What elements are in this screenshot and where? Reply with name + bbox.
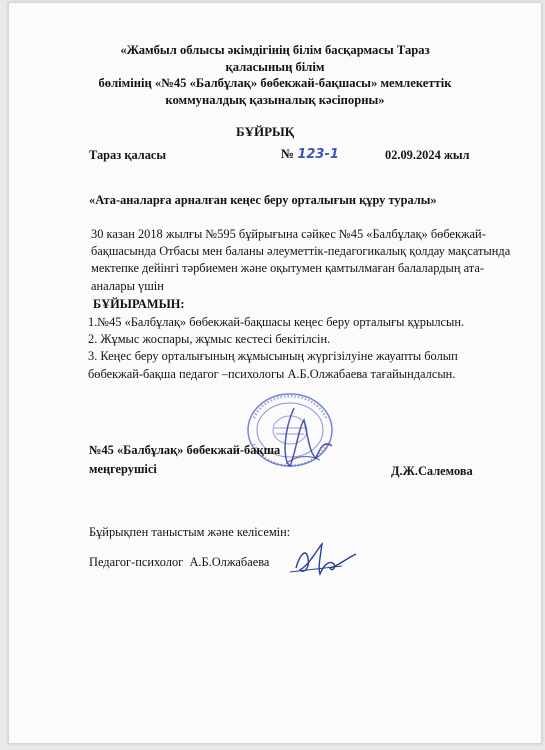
order-items [88, 314, 533, 383]
number-prefix: № [281, 146, 295, 161]
organization-header [95, 42, 455, 108]
preamble-line-1: 30 казан 2018 жылғы №595 бұйрығына сәйкес №45 «Балбұлақ» бөбекжай- [91, 227, 486, 241]
acknowledgement-heading: Бұйрықпен таныстым және келісемін: [89, 525, 291, 539]
header-line-1: «Жамбыл облысы әкімдігінің білім басқармасы Тараз қаласының білім [120, 43, 430, 74]
acknowledgement-name: А.Б.Олжабаева [189, 555, 270, 569]
document-page [8, 2, 542, 744]
order-item-1: 1.№45 «Балбұлақ» бөбекжай-бақшасы кеңес беру орталығы құрылсын. [88, 315, 465, 329]
document-type-title: БҰЙРЫҚ [236, 124, 295, 139]
acknowledgement-signer [89, 554, 269, 571]
document-subject: «Ата-аналарға арналған кеңес беру орталығын құру туралы» [89, 193, 437, 207]
preamble-line-4: аналары үшін [91, 278, 164, 293]
order-item-3-continued: бөбекжай-бақша педагог –психологы А.Б.Олжабаева тағайындалсын. [88, 366, 456, 381]
signature-name: Д.Ж.Салемова [391, 464, 473, 478]
signature-role-line: меңгерушісі [89, 462, 157, 476]
order-item-2: 2. Жұмыс жоспары, жұмыс кестесі бекітілсін. [88, 332, 331, 347]
document-city: Тараз қаласы [89, 148, 167, 162]
order-word: БҰЙЫРАМЫН: [93, 297, 185, 311]
preamble-line-3: мектепке дейінгі тәрбиемен және оқытумен қамтылмаған балалардың ата- [91, 261, 484, 276]
handwritten-number: 123-1 [297, 147, 339, 162]
document-date: 02.09.2024 жыл [385, 148, 470, 162]
preamble-line-2: бақшасында Отбасы мен баланы әлеуметтік-педагогикалық қолдау мақсатында [91, 244, 511, 259]
header-line-2: бөлімінің «№45 «Балбұлақ» бөбекжай-бақшасы» мемлекеттік [98, 76, 452, 90]
document-number [281, 146, 339, 162]
round-stamp-icon [224, 390, 354, 490]
signature-org-line: №45 «Балбұлақ» бөбекжай-бақша [89, 443, 281, 457]
acknowledgement-role: Педагог-психолог [89, 555, 184, 569]
preamble [91, 226, 531, 295]
header-line-3: коммуналдық қазыналық кәсіпорны» [165, 92, 385, 107]
order-item-3: 3. Кеңес беру орталығының жұмысының жүргізілуіне жауапты болып [88, 349, 458, 364]
handwritten-signature-icon [284, 534, 359, 580]
